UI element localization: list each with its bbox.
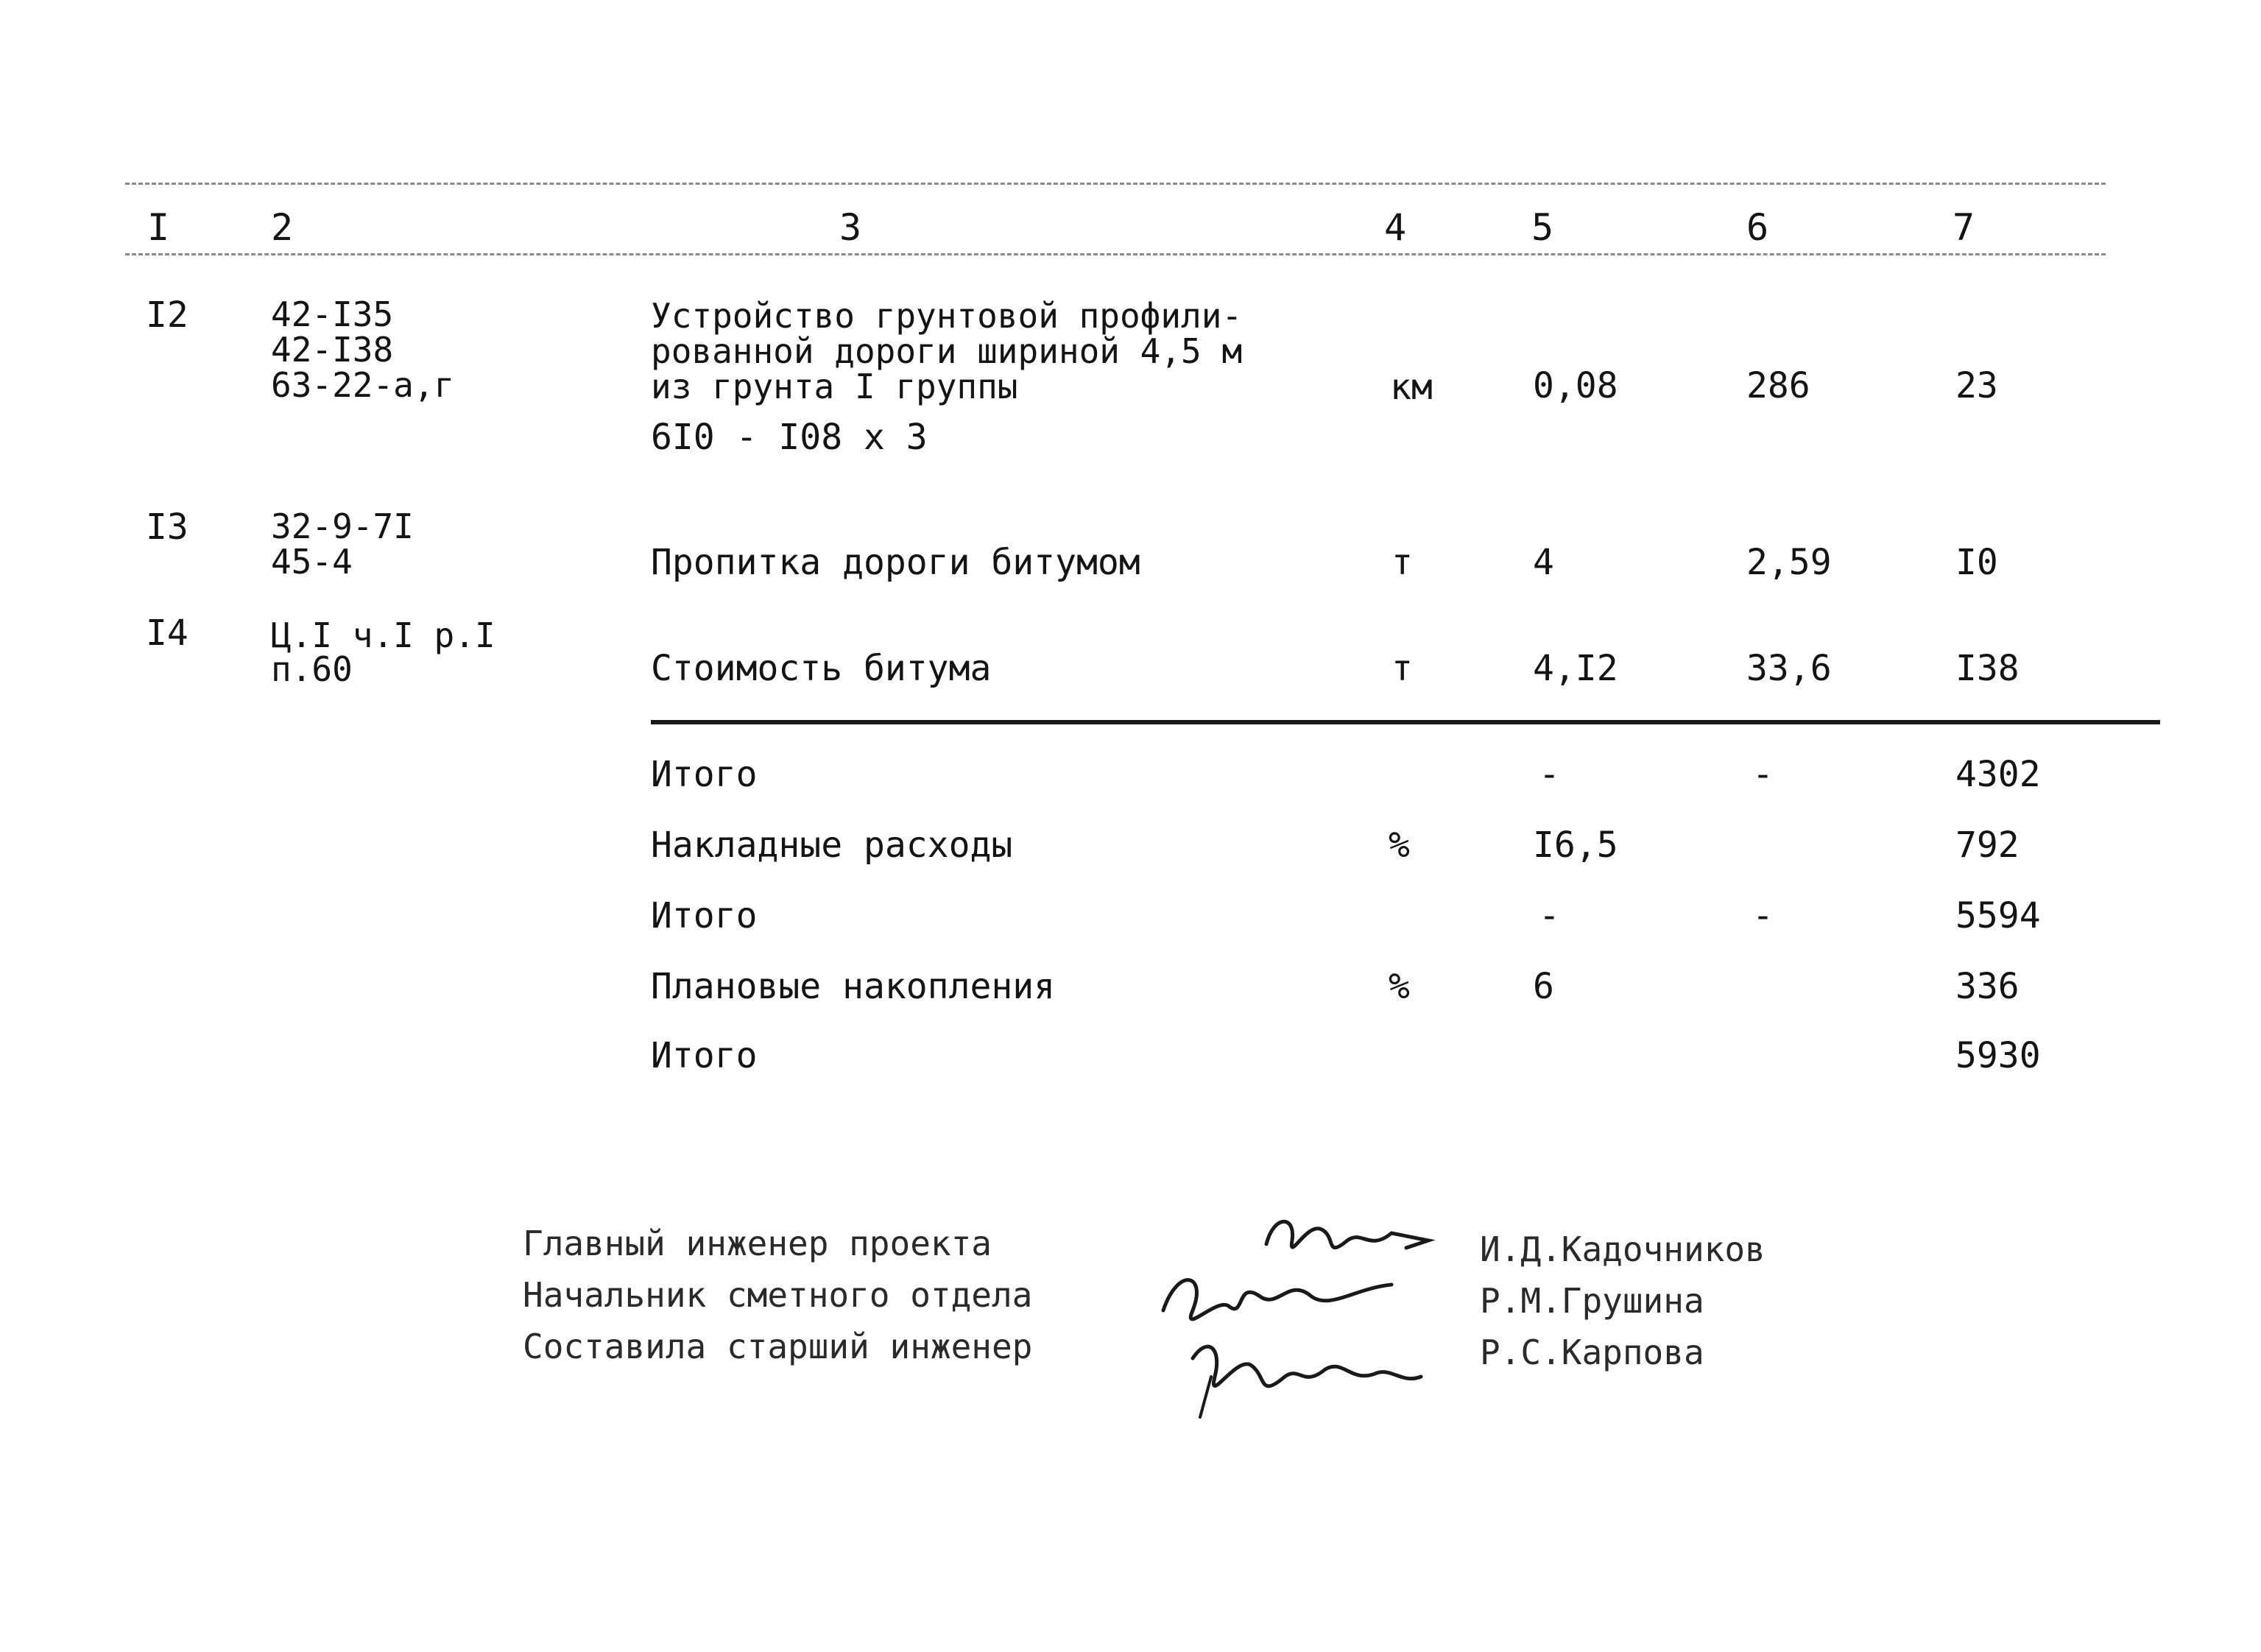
row-description-line: Устройство грунтовой профили- [651, 296, 1243, 336]
row-number: I3 [146, 506, 188, 548]
row-description-line: из грунта I группы [651, 367, 1018, 406]
row-total: 23 [1955, 365, 1998, 406]
totals-divider [651, 720, 2160, 724]
summary-label: Плановые накопления [651, 966, 1056, 1007]
row-description-line: Стоимость битума [651, 648, 992, 689]
col-header-5: 5 [1531, 206, 1554, 249]
row-total: I0 [1955, 542, 1998, 583]
row-code: 63-22-а,г [271, 365, 455, 405]
col-header-3: 3 [839, 206, 862, 249]
col-header-7: 7 [1953, 206, 1975, 249]
signatory-name: И.Д.Кадочников [1480, 1229, 1766, 1269]
row-code: 45-4 [271, 542, 353, 582]
header-top-rule [125, 183, 2106, 185]
summary-total: 5930 [1955, 1035, 2041, 1076]
summary-quantity: - [1539, 754, 1560, 795]
signatory-title: Главный инженер проекта [523, 1224, 992, 1263]
row-code: 42-I35 [271, 294, 394, 334]
signatory-name: Р.М.Грушина [1480, 1281, 1704, 1321]
summary-quantity: I6,5 [1533, 825, 1618, 866]
summary-total: 336 [1955, 966, 2020, 1007]
summary-quantity: - [1539, 895, 1560, 936]
row-code: 32-9-7I [271, 506, 414, 546]
row-description-line: рованной дороги шириной 4,5 м [651, 331, 1243, 371]
row-unit-price: 2,59 [1746, 542, 1832, 583]
row-number: I2 [146, 294, 188, 336]
summary-unit: % [1389, 966, 1410, 1007]
summary-total: 4302 [1955, 754, 2041, 795]
row-description-line: Пропитка дороги битумом [651, 542, 1140, 583]
row-unit-price: 286 [1746, 365, 1810, 406]
row-unit: т [1391, 542, 1413, 583]
summary-total: 792 [1955, 825, 2020, 866]
row-total: I38 [1955, 648, 2020, 689]
signatory-title: Начальник сметного отдела [523, 1275, 1033, 1315]
col-header-2: 2 [271, 206, 294, 249]
summary-unit: % [1389, 825, 1410, 866]
row-unit-price: 33,6 [1746, 648, 1832, 689]
row-formula: 6I0 - I08 х 3 [651, 417, 928, 458]
summary-label: Итого [651, 754, 758, 795]
row-unit: км [1390, 367, 1433, 408]
summary-label: Итого [651, 895, 758, 936]
col-header-6: 6 [1746, 206, 1769, 249]
summary-total: 5594 [1955, 895, 2041, 936]
handwritten-signatures [1149, 1200, 1458, 1421]
row-quantity: 0,08 [1533, 365, 1618, 406]
row-quantity: 4,I2 [1533, 648, 1618, 689]
summary-label: Итого [651, 1035, 758, 1076]
summary-label: Накладные расходы [651, 825, 1013, 866]
row-quantity: 4 [1533, 542, 1554, 583]
summary-unit-price: - [1752, 895, 1774, 936]
col-header-4: 4 [1384, 206, 1407, 249]
col-header-1: I [147, 206, 170, 249]
row-unit: т [1391, 648, 1413, 689]
signatory-name: Р.С.Карпова [1480, 1332, 1704, 1372]
summary-quantity: 6 [1533, 966, 1554, 1007]
row-code: п.60 [271, 649, 353, 689]
signatory-title: Составила старший инженер [523, 1327, 1033, 1366]
row-number: I4 [146, 613, 188, 654]
row-code: 42-I38 [271, 330, 394, 370]
summary-unit-price: - [1752, 754, 1774, 795]
row-code: Ц.I ч.I р.I [271, 615, 495, 655]
header-bottom-rule [125, 253, 2106, 255]
